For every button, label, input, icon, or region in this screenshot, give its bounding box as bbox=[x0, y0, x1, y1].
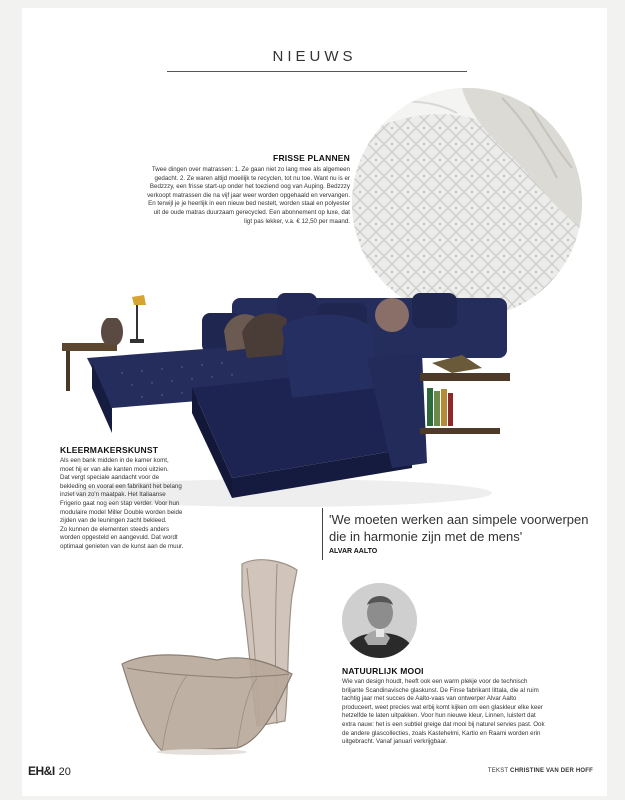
text-line: uit de oude matras duurzaam gerecycled. Een abonnement op luxe, dat bbox=[153, 208, 350, 216]
text-line: extra nauw: het is een subtiel greige dat mooi bij naturel servies past. Ook bbox=[342, 720, 545, 728]
magazine-page bbox=[22, 8, 607, 796]
aalto-vases bbox=[117, 556, 337, 756]
pull-quote bbox=[329, 511, 599, 555]
title-divider bbox=[167, 71, 467, 72]
text-line: de andere glascollecties, zoals Kastehelmi, Kartio en Raami worden erin bbox=[342, 729, 541, 737]
text-line: hetzelfde te laten uitpakken. Voor hun nieuwe kleur, Linnen, luistert dat bbox=[342, 712, 536, 720]
article-natuurlijk-mooi bbox=[342, 666, 604, 747]
aalto-portrait bbox=[342, 583, 417, 658]
article-kleermakerskunst bbox=[60, 445, 232, 552]
page-number: 20 bbox=[58, 766, 71, 778]
text-line: En terwijl je je heerlijk in een nieuw bed nestelt, worden staal en polyester bbox=[148, 200, 350, 208]
text-line: Als een bank midden in de kamer komt, bbox=[60, 457, 169, 464]
magazine-logo: EH&I bbox=[28, 764, 55, 778]
text-line: worden opgesteld en aangevuld. Dat wordt bbox=[60, 534, 178, 542]
credit-name: CHRISTINE VAN DER HOFF bbox=[510, 768, 593, 774]
text-line: produceert, weet precies wat erbij komt kijken om een glaskleur elke keer bbox=[342, 703, 543, 711]
text-line: Dat vergt speciale aandacht voor de bbox=[60, 474, 160, 482]
text-line: ligt pas lekker, v.a. € 12,50 per maand. bbox=[244, 217, 350, 225]
article-body bbox=[118, 166, 350, 226]
text-line: inziet van zo'n maatpak. Het Italiaanse bbox=[60, 491, 166, 499]
text-line: bekleding en vooral een fabrikant het belang bbox=[60, 482, 182, 490]
article-body bbox=[60, 457, 232, 552]
article-frisse-plannen bbox=[118, 153, 350, 226]
text-line: Frigerio gaat nog een stap verder. Voor hun bbox=[60, 499, 180, 507]
section-title: NIEUWS bbox=[272, 48, 357, 65]
text-line: verkoopt matrassen die na vijf jaar weer worden opgehaald en vervangen. bbox=[147, 191, 350, 199]
text-line: tachtig jaar met succes de Aalto-vaas van ontwerper Alvar Aalto bbox=[342, 695, 517, 703]
article-heading: KLEERMAKERSKUNST bbox=[60, 445, 159, 455]
text-line: briljante Scandinavische glaskunst. De Finse fabrikant Iittala, die al ruim bbox=[342, 686, 539, 694]
text-line: Zo kunnen de elementen steeds anders bbox=[60, 525, 170, 533]
quote-author: ALVAR AALTO bbox=[329, 548, 378, 555]
text-line: gedacht. 2. Ze waren altijd moeilijk te recyclen, tot nu toe. Want nu is er bbox=[154, 174, 350, 182]
text-line: modulaire model Miller Double worden beide bbox=[60, 508, 183, 516]
text-line: optimaal genieten van de kunst aan de muur. bbox=[60, 542, 184, 550]
text-line: Wie van design houdt, heeft ook een warm plekje voor de technisch bbox=[342, 678, 528, 685]
text-line: moet hij er van alle kanten mooi uitzien. bbox=[60, 465, 169, 473]
quote-line: 'We moeten werken aan simpele voorwerpen bbox=[329, 512, 589, 527]
quote-line: die in harmonie zijn met de mens' bbox=[329, 529, 523, 544]
text-line: Twee dingen over matrassen: 1. Ze gaan niet zo lang mee als algemeen bbox=[151, 166, 350, 173]
text-line: zijden van de leuningen zacht bekleed. bbox=[60, 517, 167, 525]
footer-credit bbox=[488, 768, 593, 774]
article-heading: NATUURLIJK MOOI bbox=[342, 666, 424, 676]
article-heading: FRISSE PLANNEN bbox=[273, 153, 350, 163]
text-line: uitgebracht. Vanaf januari verkrijgbaar. bbox=[342, 738, 448, 746]
footer-page-marker bbox=[28, 764, 71, 778]
article-body bbox=[342, 678, 604, 747]
credit-label: TEKST bbox=[487, 768, 509, 774]
quote-divider bbox=[322, 508, 323, 560]
text-line: Bedzzzy, een frisse start-up onder het toeziend oog van Auping. Bedzzzy bbox=[149, 183, 350, 191]
